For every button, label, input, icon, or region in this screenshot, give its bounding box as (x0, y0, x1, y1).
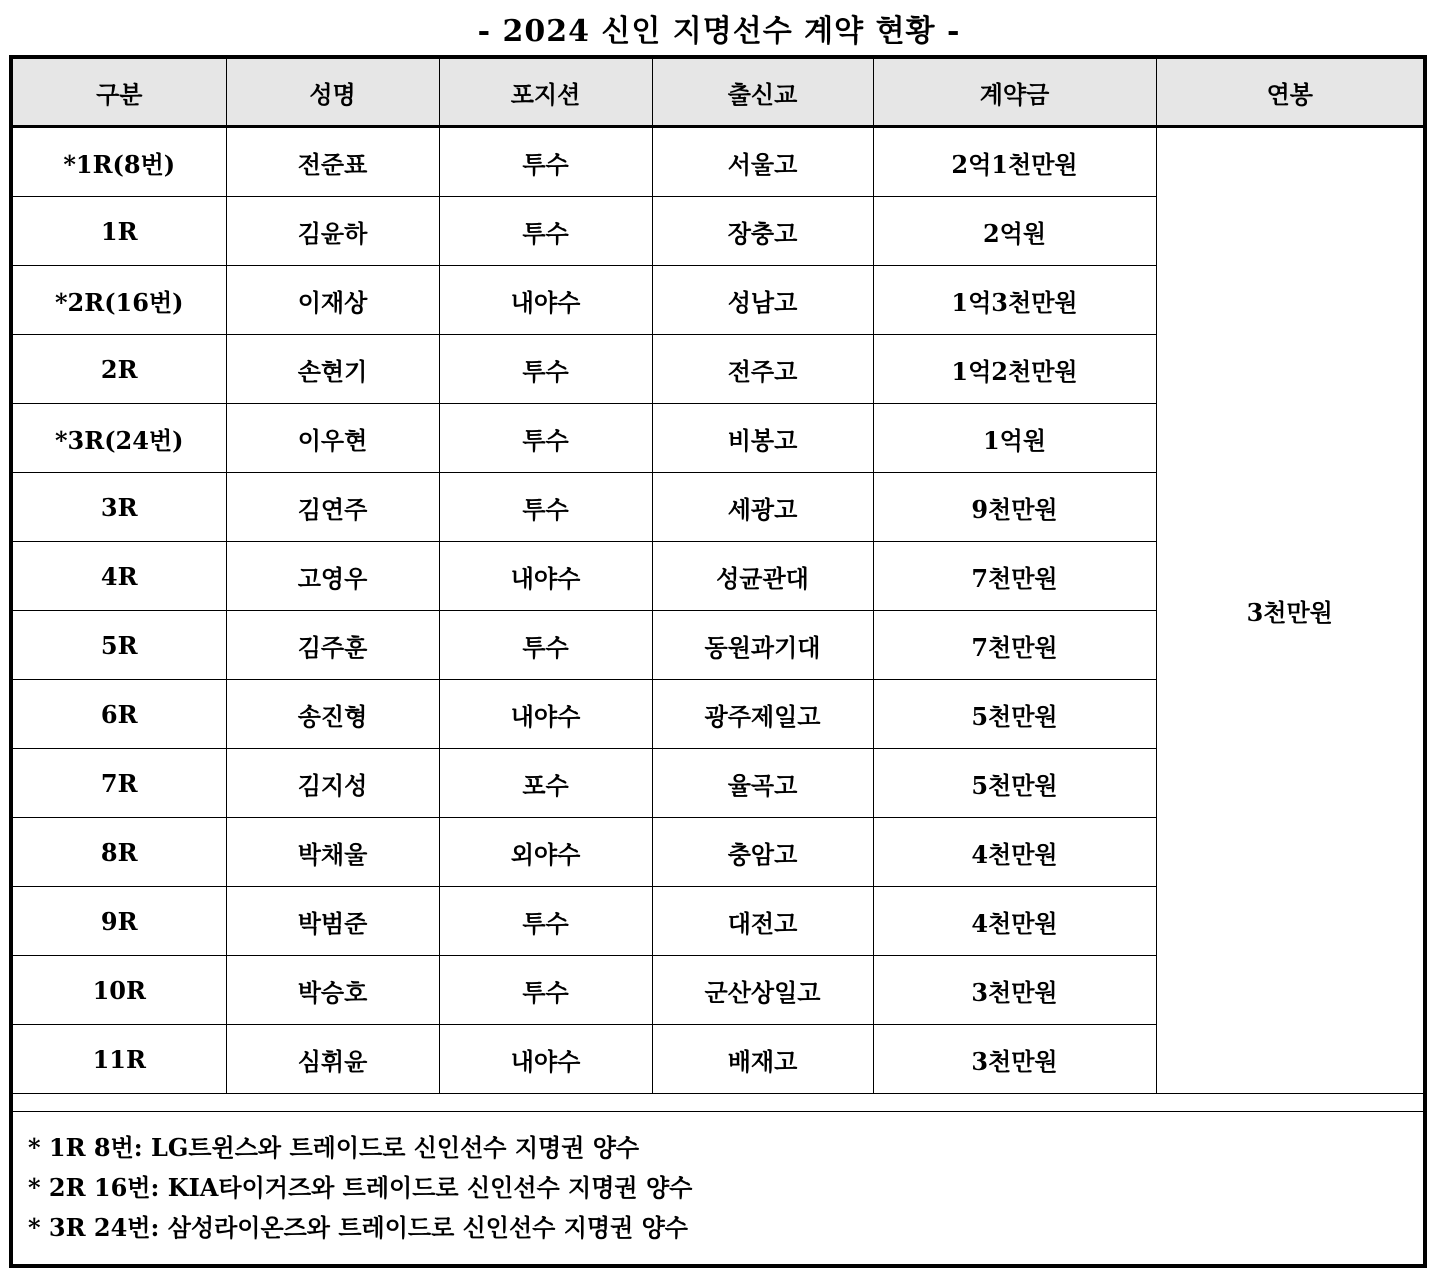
name-cell: 심휘윤 (226, 1025, 439, 1094)
bonus-cell: 1억2천만원 (873, 335, 1156, 404)
position-cell: 투수 (439, 611, 652, 680)
header-bonus: 계약금 (873, 59, 1156, 127)
salary-cell: 3천만원 (1156, 127, 1423, 1094)
position-cell: 투수 (439, 127, 652, 197)
bonus-cell: 9천만원 (873, 473, 1156, 542)
position-cell: 외야수 (439, 818, 652, 887)
name-cell: 이재상 (226, 266, 439, 335)
footnote: * 1R 8번: LG트윈스와 트레이드로 신인선수 지명권 양수 (28, 1133, 640, 1162)
position-cell: 내야수 (439, 1025, 652, 1094)
school-cell: 배재고 (652, 1025, 873, 1094)
position-cell: 투수 (439, 197, 652, 266)
round-cell: *2R(16번) (13, 266, 226, 335)
bonus-cell: 3천만원 (873, 956, 1156, 1025)
bonus-cell: 5천만원 (873, 749, 1156, 818)
school-cell: 장충고 (652, 197, 873, 266)
name-cell: 김주훈 (226, 611, 439, 680)
round-cell: 9R (13, 887, 226, 956)
round-cell: 3R (13, 473, 226, 542)
header-round: 구분 (13, 59, 226, 127)
position-cell: 포수 (439, 749, 652, 818)
name-cell: 전준표 (226, 127, 439, 197)
page-title: - 2024 신인 지명선수 계약 현황 - (477, 14, 961, 49)
position-cell: 내야수 (439, 542, 652, 611)
table-header-row (13, 59, 1423, 127)
round-cell: 4R (13, 542, 226, 611)
bonus-cell: 2억1천만원 (873, 127, 1156, 197)
contract-table-frame (9, 55, 1427, 1268)
name-cell: 김지성 (226, 749, 439, 818)
name-cell: 박범준 (226, 887, 439, 956)
header-school: 출신교 (652, 59, 873, 127)
school-cell: 세광고 (652, 473, 873, 542)
bonus-cell: 7천만원 (873, 542, 1156, 611)
name-cell: 박채울 (226, 818, 439, 887)
round-cell: 11R (13, 1025, 226, 1094)
bonus-cell: 2억원 (873, 197, 1156, 266)
header-name: 성명 (226, 59, 439, 127)
round-cell: 5R (13, 611, 226, 680)
name-cell: 이우현 (226, 404, 439, 473)
bonus-cell: 5천만원 (873, 680, 1156, 749)
school-cell: 성남고 (652, 266, 873, 335)
name-cell: 송진형 (226, 680, 439, 749)
footnote: * 2R 16번: KIA타이거즈와 트레이드로 신인선수 지명권 양수 (28, 1173, 693, 1202)
position-cell: 투수 (439, 887, 652, 956)
position-cell: 투수 (439, 473, 652, 542)
school-cell: 대전고 (652, 887, 873, 956)
name-cell: 고영우 (226, 542, 439, 611)
round-cell: 7R (13, 749, 226, 818)
name-cell: 손현기 (226, 335, 439, 404)
school-cell: 충암고 (652, 818, 873, 887)
bonus-cell: 1억3천만원 (873, 266, 1156, 335)
round-cell: 1R (13, 197, 226, 266)
school-cell: 광주제일고 (652, 680, 873, 749)
school-cell: 군산상일고 (652, 956, 873, 1025)
name-cell: 박승호 (226, 956, 439, 1025)
school-cell: 동원과기대 (652, 611, 873, 680)
round-cell: *1R(8번) (13, 127, 226, 197)
header-salary: 연봉 (1156, 59, 1423, 127)
round-cell: 6R (13, 680, 226, 749)
bonus-cell: 4천만원 (873, 818, 1156, 887)
school-cell: 서울고 (652, 127, 873, 197)
bonus-cell: 4천만원 (873, 887, 1156, 956)
position-cell: 투수 (439, 335, 652, 404)
bonus-cell: 1억원 (873, 404, 1156, 473)
position-cell: 투수 (439, 956, 652, 1025)
round-cell: 2R (13, 335, 226, 404)
position-cell: 내야수 (439, 266, 652, 335)
footnote: * 3R 24번: 삼성라이온즈와 트레이드로 신인선수 지명권 양수 (28, 1213, 688, 1242)
footnotes (13, 1111, 1423, 1264)
round-cell: 10R (13, 956, 226, 1025)
name-cell: 김윤하 (226, 197, 439, 266)
school-cell: 율곡고 (652, 749, 873, 818)
bonus-cell: 7천만원 (873, 611, 1156, 680)
school-cell: 전주고 (652, 335, 873, 404)
bonus-cell: 3천만원 (873, 1025, 1156, 1094)
contract-table (13, 59, 1423, 1094)
table-row (13, 127, 1423, 197)
round-cell: 8R (13, 818, 226, 887)
position-cell: 투수 (439, 404, 652, 473)
header-position: 포지션 (439, 59, 652, 127)
school-cell: 성균관대 (652, 542, 873, 611)
round-cell: *3R(24번) (13, 404, 226, 473)
name-cell: 김연주 (226, 473, 439, 542)
school-cell: 비봉고 (652, 404, 873, 473)
position-cell: 내야수 (439, 680, 652, 749)
